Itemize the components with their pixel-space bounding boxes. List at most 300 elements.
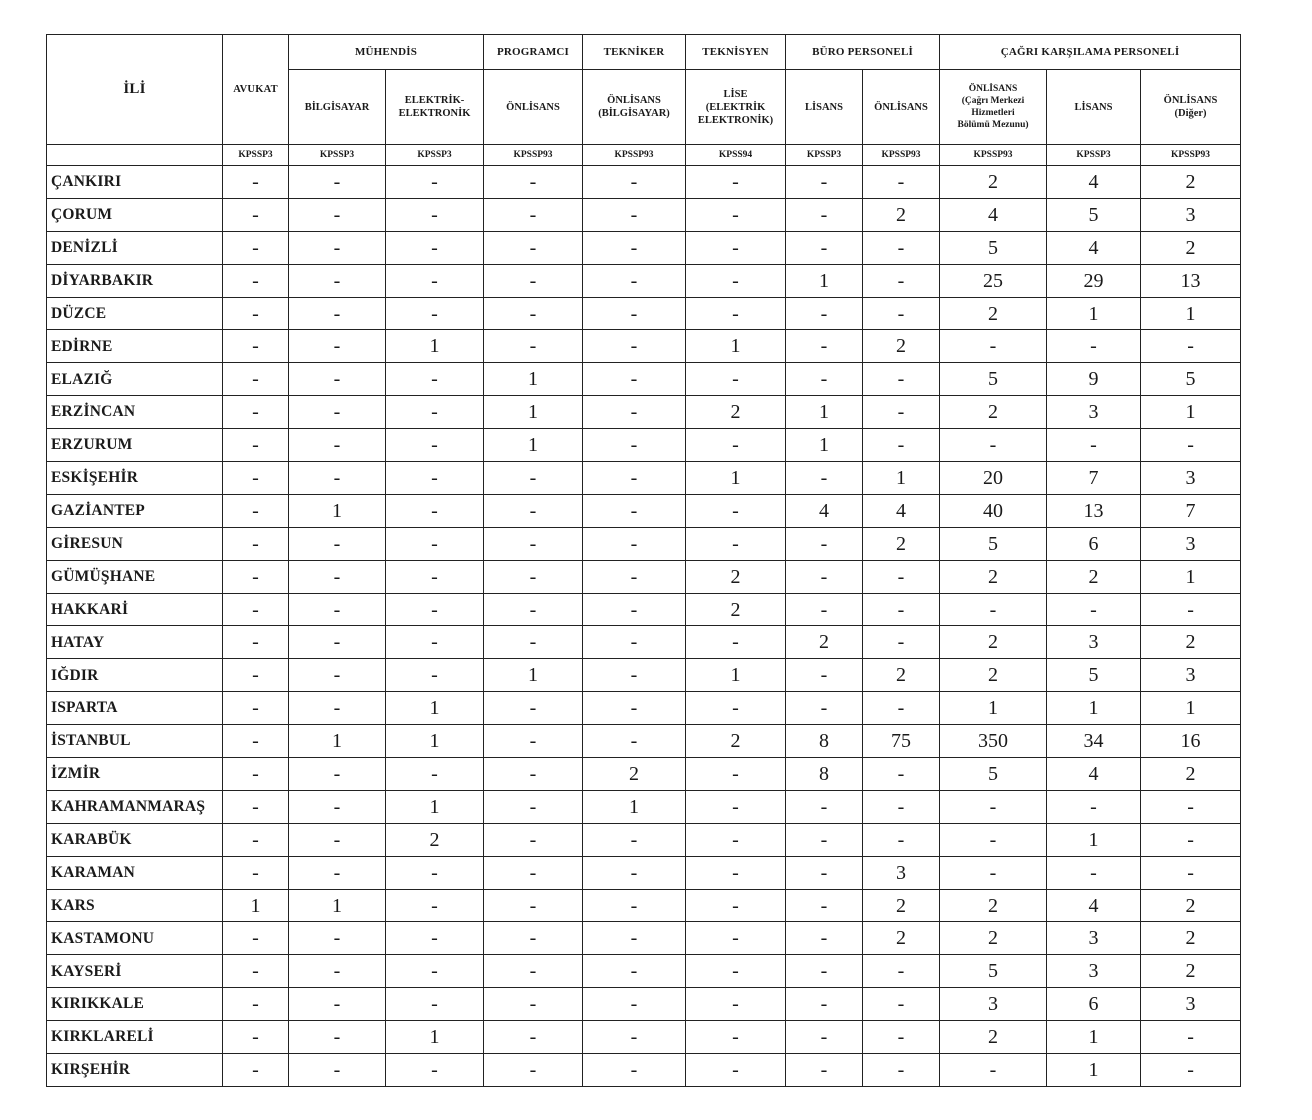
- table-cell: -: [289, 1054, 386, 1087]
- table-cell: 8: [786, 758, 863, 791]
- table-cell: -: [289, 231, 386, 264]
- table-cell: -: [686, 856, 786, 889]
- table-cell: -: [484, 494, 583, 527]
- province-name: ÇANKIRI: [47, 166, 223, 199]
- table-row: [47, 955, 1241, 988]
- table-cell: -: [583, 725, 686, 758]
- table-cell: 5: [940, 758, 1047, 791]
- table-cell: 2: [940, 166, 1047, 199]
- table-cell: -: [289, 462, 386, 495]
- table-cell: 1: [863, 462, 940, 495]
- table-cell: -: [386, 494, 484, 527]
- sub-cagri-onlisans-cagri-merkezi: ÖNLİSANS (Çağrı Merkezi Hizmetleri Bölümü Mezunu): [940, 70, 1047, 145]
- table-cell: -: [786, 988, 863, 1021]
- province-name: ERZİNCAN: [47, 396, 223, 429]
- table-row: [47, 922, 1241, 955]
- kpss-code: KPSSP3: [223, 145, 289, 166]
- table-cell: -: [289, 856, 386, 889]
- table-cell: -: [484, 593, 583, 626]
- table-cell: 1: [484, 363, 583, 396]
- table-cell: -: [863, 297, 940, 330]
- table-cell: -: [484, 889, 583, 922]
- table-cell: -: [863, 988, 940, 1021]
- table-cell: -: [289, 363, 386, 396]
- table-cell: -: [223, 1054, 289, 1087]
- kpss-code: KPSSP3: [786, 145, 863, 166]
- province-name: KARS: [47, 889, 223, 922]
- table-cell: -: [863, 955, 940, 988]
- table-cell: -: [863, 363, 940, 396]
- table-cell: -: [223, 527, 289, 560]
- table-cell: -: [583, 231, 686, 264]
- table-cell: -: [940, 1054, 1047, 1087]
- table-cell: 2: [1141, 626, 1241, 659]
- province-name: KASTAMONU: [47, 922, 223, 955]
- table-cell: -: [786, 955, 863, 988]
- table-cell: -: [223, 462, 289, 495]
- table-cell: -: [289, 823, 386, 856]
- table-cell: -: [289, 396, 386, 429]
- table-cell: -: [863, 626, 940, 659]
- table-cell: -: [484, 231, 583, 264]
- table-cell: -: [583, 692, 686, 725]
- table-cell: -: [583, 823, 686, 856]
- table-cell: -: [386, 988, 484, 1021]
- table-cell: -: [583, 922, 686, 955]
- table-cell: -: [863, 758, 940, 791]
- table-cell: 1: [686, 462, 786, 495]
- table-cell: 2: [863, 889, 940, 922]
- table-cell: -: [484, 988, 583, 1021]
- table-cell: 1: [386, 790, 484, 823]
- table-cell: -: [1047, 856, 1141, 889]
- table-cell: -: [786, 790, 863, 823]
- table-cell: 3: [1047, 955, 1141, 988]
- table-cell: -: [940, 790, 1047, 823]
- table-cell: 1: [1047, 692, 1141, 725]
- table-cell: -: [223, 856, 289, 889]
- table-cell: 1: [583, 790, 686, 823]
- table-cell: 2: [1141, 758, 1241, 791]
- province-name: HATAY: [47, 626, 223, 659]
- table-cell: -: [786, 889, 863, 922]
- table-cell: 2: [583, 758, 686, 791]
- table-row: [47, 166, 1241, 199]
- table-cell: -: [863, 396, 940, 429]
- table-cell: -: [583, 494, 686, 527]
- table-cell: -: [583, 659, 686, 692]
- table-cell: 3: [1047, 396, 1141, 429]
- table-cell: -: [289, 560, 386, 593]
- table-cell: -: [223, 231, 289, 264]
- table-cell: -: [686, 692, 786, 725]
- table-cell: -: [484, 1054, 583, 1087]
- table-cell: -: [386, 231, 484, 264]
- table-cell: -: [583, 560, 686, 593]
- table-cell: -: [786, 198, 863, 231]
- table-row: [47, 626, 1241, 659]
- table-cell: -: [1141, 330, 1241, 363]
- table-cell: -: [1047, 429, 1141, 462]
- table-row: [47, 856, 1241, 889]
- table-cell: -: [583, 626, 686, 659]
- table-cell: 5: [940, 231, 1047, 264]
- table-row: [47, 593, 1241, 626]
- table-cell: -: [484, 462, 583, 495]
- table-cell: -: [940, 823, 1047, 856]
- table-cell: -: [786, 659, 863, 692]
- sub-tekniker-onlisans: ÖNLİSANS (BİLGİSAYAR): [583, 70, 686, 145]
- table-cell: -: [583, 166, 686, 199]
- table-cell: -: [686, 527, 786, 560]
- province-name: İSTANBUL: [47, 725, 223, 758]
- table-cell: 4: [1047, 758, 1141, 791]
- table-cell: -: [863, 692, 940, 725]
- province-name: KARAMAN: [47, 856, 223, 889]
- province-name: KAHRAMANMARAŞ: [47, 790, 223, 823]
- table-cell: -: [289, 330, 386, 363]
- table-cell: -: [386, 462, 484, 495]
- table-cell: -: [223, 758, 289, 791]
- table-cell: -: [484, 1021, 583, 1054]
- table-cell: -: [223, 330, 289, 363]
- table-cell: 2: [940, 922, 1047, 955]
- table-cell: 4: [1047, 889, 1141, 922]
- table-cell: 5: [940, 955, 1047, 988]
- table-cell: -: [583, 988, 686, 1021]
- table-cell: -: [583, 1021, 686, 1054]
- table-cell: -: [386, 659, 484, 692]
- table-cell: 1: [786, 396, 863, 429]
- table-cell: 1: [1141, 560, 1241, 593]
- table-cell: 4: [940, 198, 1047, 231]
- table-cell: -: [786, 231, 863, 264]
- table-row: [47, 297, 1241, 330]
- table-cell: -: [786, 330, 863, 363]
- table-cell: -: [386, 166, 484, 199]
- table-cell: -: [386, 527, 484, 560]
- table-cell: -: [223, 922, 289, 955]
- table-body: [47, 166, 1241, 1087]
- table-cell: -: [386, 396, 484, 429]
- table-row: [47, 363, 1241, 396]
- table-cell: -: [223, 593, 289, 626]
- table-cell: 2: [386, 823, 484, 856]
- header-programci: PROGRAMCI: [484, 35, 583, 70]
- table-cell: 2: [686, 560, 786, 593]
- table-cell: -: [940, 593, 1047, 626]
- table-cell: -: [223, 429, 289, 462]
- table-cell: 1: [1141, 297, 1241, 330]
- table-cell: -: [686, 1021, 786, 1054]
- table-cell: 2: [1047, 560, 1141, 593]
- table-cell: 2: [1141, 166, 1241, 199]
- header-buro-personeli: BÜRO PERSONELİ: [786, 35, 940, 70]
- table-cell: 1: [484, 429, 583, 462]
- table-row: [47, 527, 1241, 560]
- table-cell: 4: [863, 494, 940, 527]
- sub-cagri-lisans: LİSANS: [1047, 70, 1141, 145]
- table-cell: -: [863, 790, 940, 823]
- table-cell: 1: [1141, 692, 1241, 725]
- table-cell: 2: [686, 593, 786, 626]
- table-row: [47, 758, 1241, 791]
- province-name: KIRŞEHİR: [47, 1054, 223, 1087]
- table-cell: 2: [1141, 955, 1241, 988]
- table-row: [47, 560, 1241, 593]
- table-cell: -: [386, 856, 484, 889]
- kpss-code: KPSSP93: [863, 145, 940, 166]
- table-cell: 3: [1141, 527, 1241, 560]
- table-cell: -: [223, 363, 289, 396]
- table-cell: -: [386, 626, 484, 659]
- table-cell: 8: [786, 725, 863, 758]
- province-name: İZMİR: [47, 758, 223, 791]
- table-cell: -: [786, 363, 863, 396]
- table-cell: -: [786, 692, 863, 725]
- table-cell: -: [583, 527, 686, 560]
- table-cell: 2: [1141, 889, 1241, 922]
- table-cell: 1: [484, 659, 583, 692]
- table-cell: 4: [1047, 166, 1141, 199]
- table-cell: -: [484, 823, 583, 856]
- table-cell: -: [583, 955, 686, 988]
- table-cell: -: [583, 593, 686, 626]
- table-row: [47, 790, 1241, 823]
- table-cell: -: [786, 856, 863, 889]
- table-cell: -: [484, 166, 583, 199]
- table-cell: -: [289, 527, 386, 560]
- table-cell: 2: [863, 922, 940, 955]
- table-cell: 2: [863, 527, 940, 560]
- table-cell: 9: [1047, 363, 1141, 396]
- sub-cagri-onlisans-diger: ÖNLİSANS (Diğer): [1141, 70, 1241, 145]
- table-cell: 16: [1141, 725, 1241, 758]
- table-cell: 2: [686, 725, 786, 758]
- table-cell: -: [289, 429, 386, 462]
- table-cell: -: [386, 889, 484, 922]
- table-cell: 1: [386, 1021, 484, 1054]
- table-cell: 1: [386, 725, 484, 758]
- table-cell: 3: [1047, 922, 1141, 955]
- table-cell: -: [289, 659, 386, 692]
- table-row: [47, 198, 1241, 231]
- table-cell: 2: [786, 626, 863, 659]
- table-cell: -: [1047, 593, 1141, 626]
- table-cell: -: [686, 823, 786, 856]
- table-row: [47, 823, 1241, 856]
- province-name: ERZURUM: [47, 429, 223, 462]
- province-name: KARABÜK: [47, 823, 223, 856]
- sub-teknisyen-lise: LİSE (ELEKTRİK ELEKTRONİK): [686, 70, 786, 145]
- province-name: HAKKARİ: [47, 593, 223, 626]
- table-cell: 13: [1047, 494, 1141, 527]
- kpss-code: KPSSP3: [386, 145, 484, 166]
- table-cell: -: [1141, 429, 1241, 462]
- table-cell: 1: [484, 396, 583, 429]
- kpss-row: [47, 145, 1241, 166]
- table-cell: 1: [786, 429, 863, 462]
- table-cell: 1: [386, 692, 484, 725]
- table-cell: 4: [1047, 231, 1141, 264]
- table-cell: 5: [940, 363, 1047, 396]
- table-cell: -: [786, 297, 863, 330]
- table-cell: -: [583, 429, 686, 462]
- table-cell: -: [863, 166, 940, 199]
- table-row: [47, 659, 1241, 692]
- table-cell: -: [583, 330, 686, 363]
- table-cell: -: [686, 922, 786, 955]
- table-cell: -: [484, 692, 583, 725]
- table-cell: -: [786, 1021, 863, 1054]
- table-cell: -: [863, 231, 940, 264]
- table-cell: -: [583, 363, 686, 396]
- table-cell: 2: [940, 1021, 1047, 1054]
- table-cell: -: [289, 166, 386, 199]
- kpss-code: KPSSP3: [289, 145, 386, 166]
- table-cell: 3: [1141, 988, 1241, 1021]
- table-cell: -: [863, 264, 940, 297]
- table-cell: -: [223, 692, 289, 725]
- table-cell: -: [583, 198, 686, 231]
- table-cell: -: [583, 856, 686, 889]
- sub-elektrik-elektronik: ELEKTRİK- ELEKTRONİK: [386, 70, 484, 145]
- header-muhendis: MÜHENDİS: [289, 35, 484, 70]
- table-cell: -: [686, 1054, 786, 1087]
- table-cell: -: [786, 593, 863, 626]
- table-cell: -: [583, 396, 686, 429]
- table-cell: -: [223, 823, 289, 856]
- table-cell: 2: [1141, 922, 1241, 955]
- kpss-empty-cell: [47, 145, 223, 166]
- table-cell: -: [484, 626, 583, 659]
- table-cell: 1: [686, 330, 786, 363]
- table-cell: -: [863, 593, 940, 626]
- province-name: ESKİŞEHİR: [47, 462, 223, 495]
- table-cell: -: [686, 790, 786, 823]
- header-cagri-karsilama: ÇAĞRI KARŞILAMA PERSONELİ: [940, 35, 1241, 70]
- table-cell: -: [289, 988, 386, 1021]
- table-cell: 1: [940, 692, 1047, 725]
- table-cell: -: [686, 758, 786, 791]
- table-cell: -: [940, 856, 1047, 889]
- table-cell: -: [686, 889, 786, 922]
- table-cell: -: [223, 955, 289, 988]
- table-cell: 2: [940, 659, 1047, 692]
- province-name: EDİRNE: [47, 330, 223, 363]
- province-name: GİRESUN: [47, 527, 223, 560]
- table-row: [47, 889, 1241, 922]
- table-cell: 2: [686, 396, 786, 429]
- table-row: [47, 988, 1241, 1021]
- table-cell: -: [223, 659, 289, 692]
- table-cell: -: [289, 1021, 386, 1054]
- table-cell: -: [863, 560, 940, 593]
- table-cell: -: [583, 297, 686, 330]
- table-cell: -: [686, 626, 786, 659]
- header-teknisyen: TEKNİSYEN: [686, 35, 786, 70]
- province-name: ÇORUM: [47, 198, 223, 231]
- table-cell: -: [786, 1054, 863, 1087]
- table-row: [47, 1054, 1241, 1087]
- table-cell: -: [583, 462, 686, 495]
- table-cell: 5: [940, 527, 1047, 560]
- table-cell: 1: [1047, 297, 1141, 330]
- sub-buro-lisans: LİSANS: [786, 70, 863, 145]
- table-cell: -: [1141, 1021, 1241, 1054]
- table-cell: 6: [1047, 988, 1141, 1021]
- table-cell: -: [386, 1054, 484, 1087]
- table-cell: -: [289, 692, 386, 725]
- table-cell: -: [484, 527, 583, 560]
- table-cell: -: [223, 1021, 289, 1054]
- table-cell: -: [386, 363, 484, 396]
- table-cell: -: [484, 725, 583, 758]
- table-cell: -: [863, 1021, 940, 1054]
- table-cell: -: [686, 297, 786, 330]
- province-name: GAZİANTEP: [47, 494, 223, 527]
- table-cell: 350: [940, 725, 1047, 758]
- table-cell: -: [484, 758, 583, 791]
- table-cell: -: [223, 626, 289, 659]
- table-cell: -: [223, 198, 289, 231]
- header-avukat: AVUKAT: [223, 35, 289, 145]
- table-cell: -: [223, 264, 289, 297]
- table-cell: -: [686, 231, 786, 264]
- table-cell: -: [289, 758, 386, 791]
- table-cell: 2: [940, 560, 1047, 593]
- sub-buro-onlisans: ÖNLİSANS: [863, 70, 940, 145]
- table-cell: -: [484, 955, 583, 988]
- province-name: KIRIKKALE: [47, 988, 223, 1021]
- table-cell: -: [223, 396, 289, 429]
- header-ili: İLİ: [47, 35, 223, 145]
- table-cell: -: [1047, 330, 1141, 363]
- table-cell: -: [289, 297, 386, 330]
- table-cell: 1: [1141, 396, 1241, 429]
- table-cell: -: [289, 593, 386, 626]
- table-cell: -: [386, 264, 484, 297]
- table-row: [47, 725, 1241, 758]
- kpss-code: KPSSP93: [1141, 145, 1241, 166]
- province-name: ELAZIĞ: [47, 363, 223, 396]
- table-cell: -: [386, 758, 484, 791]
- table-cell: -: [223, 725, 289, 758]
- kpss-code: KPSSP93: [484, 145, 583, 166]
- table-cell: -: [786, 527, 863, 560]
- table-cell: -: [223, 560, 289, 593]
- table-cell: -: [484, 922, 583, 955]
- table-cell: -: [386, 955, 484, 988]
- table-cell: 2: [940, 889, 1047, 922]
- table-cell: 1: [1047, 1021, 1141, 1054]
- table-cell: 25: [940, 264, 1047, 297]
- table-row: [47, 231, 1241, 264]
- table-cell: -: [223, 166, 289, 199]
- table-cell: -: [484, 198, 583, 231]
- table-cell: -: [386, 560, 484, 593]
- table-cell: 29: [1047, 264, 1141, 297]
- table-cell: -: [1141, 593, 1241, 626]
- table-cell: -: [686, 198, 786, 231]
- table-cell: 2: [940, 396, 1047, 429]
- table-cell: 3: [1141, 198, 1241, 231]
- table-cell: -: [686, 264, 786, 297]
- province-name: DENİZLİ: [47, 231, 223, 264]
- table-cell: 7: [1141, 494, 1241, 527]
- table-cell: 3: [940, 988, 1047, 1021]
- table-cell: -: [386, 593, 484, 626]
